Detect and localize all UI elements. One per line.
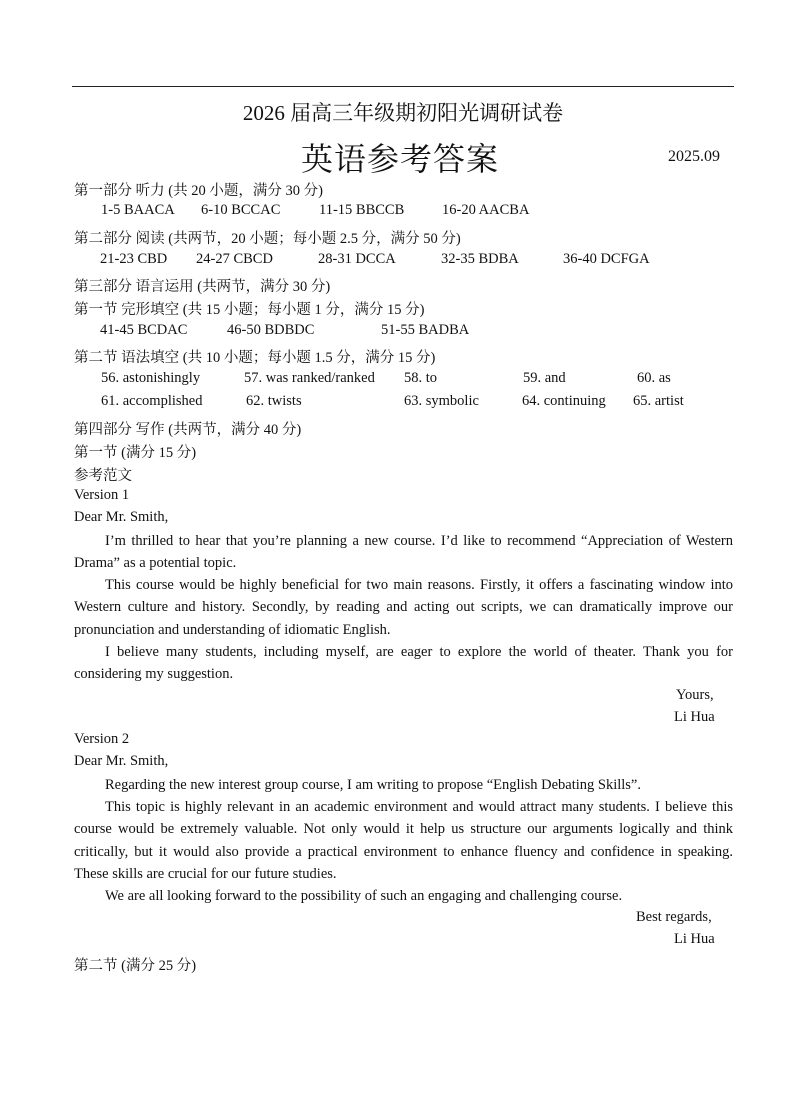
- version1-paragraph: I’m thrilled to hear that you’re planning a new course. I’d like to recommend “Appreciation of Western Drama” as a potential topic.: [74, 533, 733, 572]
- version2-greeting: Dear Mr. Smith,: [74, 753, 169, 769]
- answer-group: 11-15 BBCCB: [319, 202, 405, 218]
- grammar-answer: 62. twists: [246, 393, 302, 409]
- version2-paragraph: Regarding the new interest group course, I am writing to propose “English Debating Skills”.: [105, 777, 641, 793]
- answer-group: 21-23 CBD: [100, 251, 168, 267]
- answer-group: 6-10 BCCAC: [201, 202, 281, 218]
- sample-label: 参考范文: [74, 468, 132, 484]
- part3-section1-heading: 第一节 完形填空 (共 15 小题；每小题 1 分，满分 15 分): [74, 302, 425, 318]
- version2-paragraph: We are all looking forward to the possibility of such an engaging and challenging course.: [105, 888, 623, 904]
- version2-closing: Best regards,: [636, 909, 712, 925]
- grammar-answer: 57. was ranked/ranked: [244, 370, 375, 386]
- answer-group: 1-5 BAACA: [101, 202, 175, 218]
- part4-heading: 第四部分 写作 (共两节，满分 40 分): [74, 422, 302, 438]
- part4-section2-heading: 第二节 (满分 25 分): [74, 958, 197, 974]
- version1-label: Version 1: [74, 487, 130, 503]
- answer-group: 32-35 BDBA: [441, 251, 519, 267]
- answer-group: 28-31 DCCA: [318, 251, 396, 267]
- version1-paragraph: I believe many students, including myself, are eager to explore the world of theater. Thank you for considering my suggestion.: [74, 644, 733, 683]
- part4-section1-heading: 第一节 (满分 15 分): [74, 445, 197, 461]
- version1-paragraph: This course would be highly beneficial for two main reasons. Firstly, it offers a fascinating window into Western culture and history. Secondly, by reading and acting out scripts, we can dramatically improve our pronunciation and understanding of idiomatic English.: [74, 577, 733, 638]
- answer-group: 41-45 BCDAC: [100, 322, 188, 338]
- answer-group: 36-40 DCFGA: [563, 251, 650, 267]
- version1-signature: Li Hua: [674, 709, 715, 725]
- top-rule: [72, 86, 734, 87]
- version2-signature: Li Hua: [674, 931, 715, 947]
- exam-date: 2025.09: [668, 148, 720, 165]
- version1-closing: Yours,: [676, 687, 714, 703]
- grammar-answer: 56. astonishingly: [101, 370, 201, 386]
- grammar-answer: 63. symbolic: [404, 393, 479, 409]
- version2-label: Version 2: [74, 731, 130, 747]
- grammar-answer: 58. to: [404, 370, 438, 386]
- subject-title: 英语参考答案: [301, 141, 500, 177]
- grammar-answer: 64. continuing: [522, 393, 606, 409]
- version1-greeting: Dear Mr. Smith,: [74, 509, 169, 525]
- part3-heading: 第三部分 语言运用 (共两节，满分 30 分): [74, 279, 331, 295]
- part2-heading: 第二部分 阅读 (共两节，20 小题；每小题 2.5 分，满分 50 分): [74, 231, 461, 247]
- grammar-answer: 60. as: [637, 370, 671, 386]
- grammar-answer: 61. accomplished: [101, 393, 203, 409]
- answer-group: 24-27 CBCD: [196, 251, 273, 267]
- exam-title: 2026 届高三年级期初阳光调研试卷: [242, 101, 564, 125]
- part1-heading: 第一部分 听力 (共 20 小题，满分 30 分): [74, 183, 323, 199]
- version2-paragraph: This topic is highly relevant in an academic environment and would attract many students. I believe this course would be extremely valuable. Not only would it help us structure our arguments logically and think critically, but it would also provide a practical environment to enhance fluency and confidence in speaking. These skills are crucial for our future studies.: [74, 799, 733, 882]
- answer-group: 16-20 AACBA: [442, 202, 530, 218]
- answer-group: 46-50 BDBDC: [227, 322, 315, 338]
- part3-section2-heading: 第二节 语法填空 (共 10 小题；每小题 1.5 分，满分 15 分): [74, 350, 436, 366]
- answer-group: 51-55 BADBA: [381, 322, 470, 338]
- grammar-answer: 65. artist: [633, 393, 684, 409]
- grammar-answer: 59. and: [523, 370, 566, 386]
